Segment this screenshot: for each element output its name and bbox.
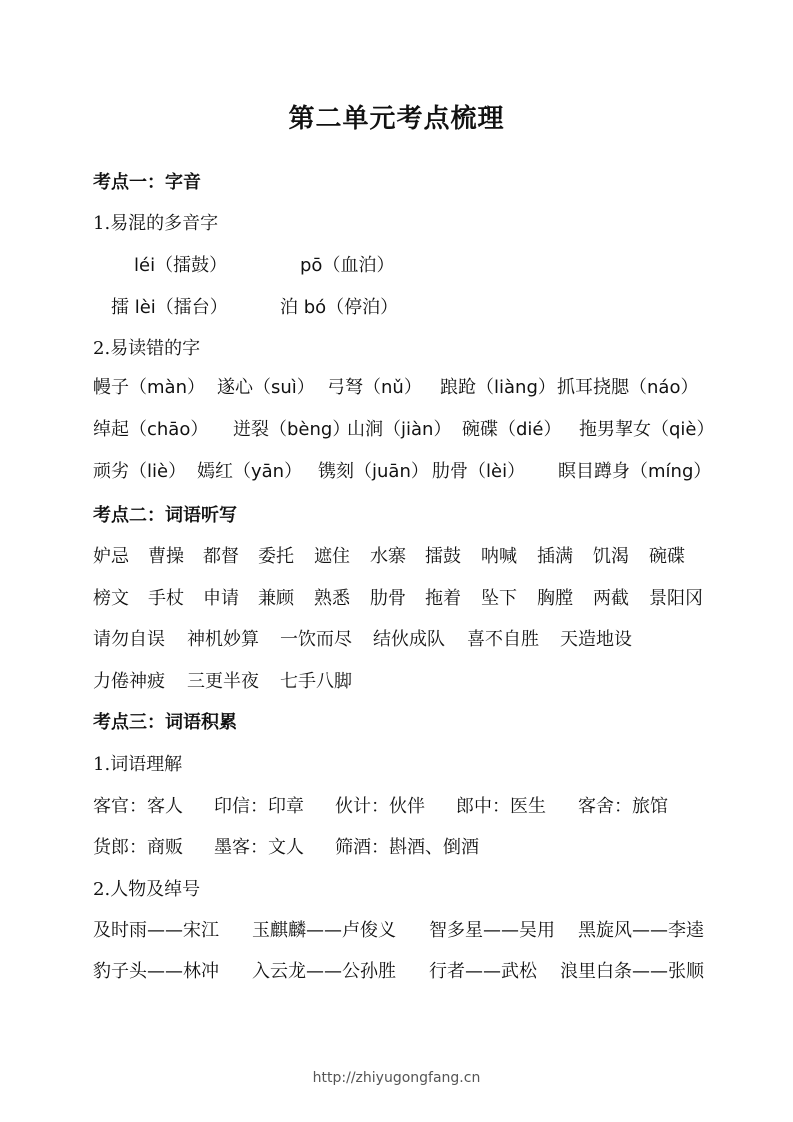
- misread-item: 瞑目蹲身（míng）: [558, 461, 712, 482]
- dictation-word: 七手八脚: [280, 671, 352, 692]
- dictation-word: 胸膛: [537, 588, 573, 609]
- misread-item: 顽劣（liè）: [93, 461, 187, 482]
- polyphone-row-2: [111, 296, 751, 320]
- nickname-item: 浪里白条——张顺: [560, 961, 704, 982]
- sub2-number: 2.: [93, 879, 111, 900]
- sub2-text: 易读错的字: [110, 338, 201, 359]
- dictation-row-3: [93, 628, 733, 652]
- dictation-word: 天造地设: [560, 629, 632, 650]
- misread-item: 拖男挈女（qiè）: [579, 419, 715, 440]
- misread-item: 碗碟（dié）: [462, 419, 562, 440]
- vocab-item: 客官：客人: [93, 796, 183, 817]
- dictation-word: 神机妙算: [187, 629, 259, 650]
- dictation-word: 请勿自误: [93, 629, 165, 650]
- misread-row-1: [93, 376, 733, 400]
- section2-heading: 考点二：词语听写: [93, 505, 237, 526]
- dictation-word: 一饮而尽: [280, 629, 352, 650]
- dictation-word: 遮住: [314, 546, 350, 567]
- sub1-text: 易混的多音字: [110, 213, 219, 234]
- nickname-item: 及时雨——宋江: [93, 920, 219, 941]
- misread-item: 肋骨（lèi）: [432, 461, 526, 482]
- section1-sub2: [93, 337, 733, 361]
- dictation-word: 景阳冈: [649, 588, 703, 609]
- misread-item: 幔子（màn）: [93, 377, 205, 398]
- misread-item: 遂心（suì）: [217, 377, 315, 398]
- sub1-number: 1.: [93, 213, 111, 234]
- vocab-item: 货郎：商贩: [93, 837, 183, 858]
- dictation-word: 呐喊: [481, 546, 517, 567]
- dictation-word: 力倦神疲: [93, 671, 165, 692]
- nickname-item: 行者——武松: [429, 961, 537, 982]
- polyphone-item: pō（血泊）: [300, 255, 395, 276]
- dictation-word: 熟悉: [314, 588, 350, 609]
- misread-item: 绰起（chāo）: [93, 419, 209, 440]
- dictation-word: 擂鼓: [425, 546, 461, 567]
- vocab-row-2: [93, 836, 733, 860]
- sub2-text: 人物及绰号: [110, 879, 201, 900]
- polyphone-item: léi（擂鼓）: [134, 255, 228, 276]
- dictation-word: 肋骨: [370, 588, 406, 609]
- dictation-word: 委托: [258, 546, 294, 567]
- nickname-item: 入云龙——公孙胜: [252, 961, 396, 982]
- vocab-item: 印信：印章: [214, 796, 304, 817]
- nickname-row-2: [93, 960, 733, 984]
- dictation-word: 三更半夜: [187, 671, 259, 692]
- dictation-word: 喜不自胜: [467, 629, 539, 650]
- sub1-number: 1.: [93, 754, 111, 775]
- dictation-word: 妒忌: [93, 546, 129, 567]
- dictation-word: 结伙成队: [373, 629, 445, 650]
- section1-heading: 考点一：字音: [93, 172, 201, 193]
- misread-row-3: [93, 460, 733, 484]
- dictation-word: 手杖: [148, 588, 184, 609]
- misread-item: 迸裂（bèng）: [233, 419, 351, 440]
- vocab-item: 郎中：医生: [456, 796, 546, 817]
- page-title: 第二单元考点梳理: [288, 104, 505, 134]
- dictation-row-4: [93, 670, 733, 694]
- dictation-row-1: [93, 545, 733, 569]
- polyphone-row-1: [134, 254, 774, 278]
- misread-item: 嫣红（yān）: [197, 461, 303, 482]
- section1-sub1: [93, 212, 733, 236]
- vocab-item: 筛酒：斟酒、倒酒: [335, 837, 479, 858]
- nickname-item: 黑旋风——李逵: [578, 920, 704, 941]
- vocab-item: 客舍：旅馆: [578, 796, 668, 817]
- nickname-row-1: [93, 919, 733, 943]
- misread-item: 弓弩（nǔ）: [327, 377, 422, 398]
- dictation-word: 榜文: [93, 588, 129, 609]
- sub2-number: 2.: [93, 338, 111, 359]
- dictation-row-2: [93, 587, 733, 611]
- section3-sub2: [93, 878, 733, 902]
- polyphone-item: 擂 lèi（擂台）: [111, 297, 228, 318]
- sub1-text: 词语理解: [110, 754, 183, 775]
- polyphone-item: 泊 bó（停泊）: [280, 297, 399, 318]
- misread-item: 镌刻（juān）: [318, 461, 429, 482]
- dictation-word: 都督: [203, 546, 239, 567]
- dictation-word: 水寨: [370, 546, 406, 567]
- dictation-word: 坠下: [481, 588, 517, 609]
- footer-url[interactable]: http://zhiyugongfang.cn: [312, 1070, 481, 1086]
- section3-sub1: [93, 753, 733, 777]
- dictation-word: 插满: [537, 546, 573, 567]
- dictation-word: 申请: [203, 588, 239, 609]
- nickname-item: 玉麒麟——卢俊义: [252, 920, 396, 941]
- dictation-word: 曹操: [148, 546, 184, 567]
- dictation-word: 饥渴: [593, 546, 629, 567]
- dictation-word: 碗碟: [649, 546, 685, 567]
- vocab-item: 伙计：伙伴: [335, 796, 425, 817]
- misread-row-2: [93, 418, 733, 442]
- section3-heading: 考点三：词语积累: [93, 712, 237, 733]
- misread-item: 踉跄（liàng）: [440, 377, 556, 398]
- dictation-word: 兼顾: [258, 588, 294, 609]
- misread-item: 抓耳挠腮（náo）: [557, 377, 699, 398]
- dictation-word: 两截: [593, 588, 629, 609]
- dictation-word: 拖着: [425, 588, 461, 609]
- vocab-item: 墨客：文人: [214, 837, 304, 858]
- vocab-row-1: [93, 795, 733, 819]
- misread-item: 山涧（jiàn）: [347, 419, 452, 440]
- nickname-item: 智多星——吴用: [429, 920, 555, 941]
- nickname-item: 豹子头——林冲: [93, 961, 219, 982]
